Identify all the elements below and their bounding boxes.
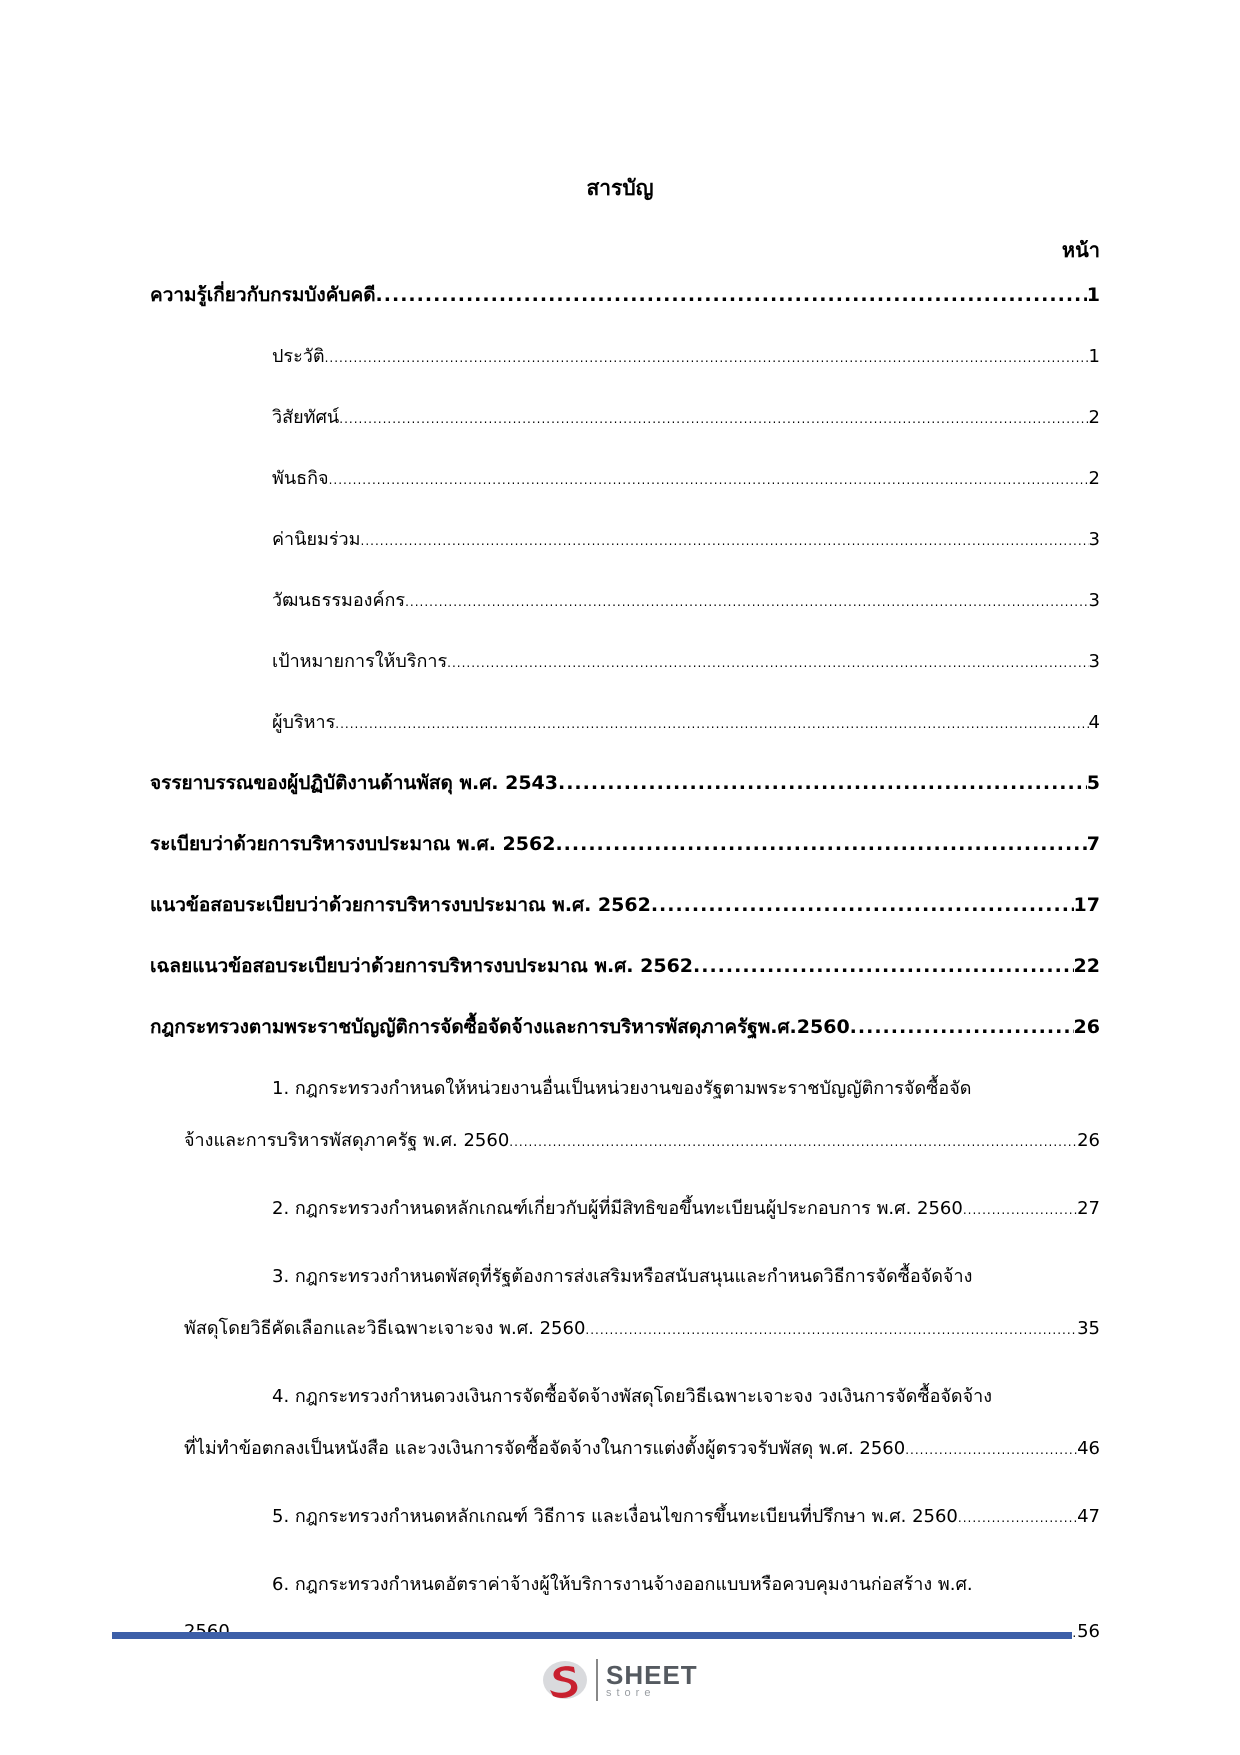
toc-subentry[interactable] [150, 646, 1100, 707]
dot-leader [693, 955, 1074, 977]
toc-title: สารบัญ [586, 176, 654, 200]
logo-subtext: store [606, 1686, 656, 1699]
toc-law-line2: ที่ไม่ทำข้อตกลงเป็นหนังสือ และวงเงินการจัดซื้อจัดจ้างในการแต่งตั้งผู้ตรวจรับพัสดุ พ.ศ. 2560 [184, 1438, 906, 1459]
dot-leader [850, 1016, 1074, 1038]
dot-leader [405, 595, 1088, 609]
toc-law-line1: 4. กฎกระทรวงกำหนดวงเงินการจัดซื้อจัดจ้างพัสดุโดยวิธีเฉพาะเจาะจง วงเงินการจัดซื้อจัดจ้าง [272, 1386, 993, 1407]
toc-entry-page: 1 [1086, 284, 1100, 306]
toc-law-line2: พัสดุโดยวิธีคัดเลือกและวิธีเฉพาะเจาะจง พ.ศ. 2560 [184, 1318, 586, 1339]
toc-entry-title: ผู้บริหาร [272, 712, 336, 733]
toc-entry-page: 22 [1073, 955, 1100, 977]
toc-entry-page: 4 [1088, 712, 1100, 733]
dot-leader [325, 351, 1089, 365]
sheet-store-logo-icon [540, 1656, 590, 1704]
toc-entry-title: ความรู้เกี่ยวกับกรมบังคับคดี [150, 284, 376, 306]
dot-leader [651, 894, 1074, 916]
toc-law-entry-2[interactable] [150, 1193, 1100, 1261]
toc-entry-page: 35 [1077, 1318, 1100, 1339]
logo-separator [596, 1659, 598, 1701]
toc-subentry[interactable] [150, 463, 1100, 524]
toc-entry-section-6[interactable] [150, 1012, 1100, 1073]
toc-law-line1: 3. กฎกระทรวงกำหนดพัสดุที่รัฐต้องการส่งเสริมหรือสนับสนุนและกำหนดวิธีการจัดซื้อจัดจ้าง [272, 1266, 973, 1287]
table-of-contents [150, 280, 1100, 1689]
toc-entry-title: จรรยาบรรณของผู้ปฏิบัติงานด้านพัสดุ พ.ศ. 2543 [150, 772, 558, 794]
toc-entry-page: 3 [1088, 590, 1100, 611]
toc-entry-title: ประวัติ [272, 346, 325, 367]
toc-entry-page: 26 [1077, 1130, 1100, 1151]
toc-entry-title: เฉลยแนวข้อสอบระเบียบว่าด้วยการบริหารงบประมาณ พ.ศ. 2562 [150, 955, 694, 977]
toc-entry-page: 3 [1088, 529, 1100, 550]
toc-law-line1: 6. กฎกระทรวงกำหนดอัตราค่าจ้างผู้ให้บริการงานจ้างออกแบบหรือควบคุมงานก่อสร้าง พ.ศ. [272, 1574, 973, 1595]
toc-law-entry-5[interactable] [150, 1501, 1100, 1569]
dot-leader [376, 284, 1087, 306]
toc-subentry[interactable] [150, 707, 1100, 768]
toc-entry-title: เป้าหมายการให้บริการ [272, 651, 448, 672]
toc-subentry[interactable] [150, 524, 1100, 585]
toc-entry-page: 46 [1077, 1438, 1100, 1459]
toc-entry-page: 17 [1073, 894, 1100, 916]
dot-leader [329, 473, 1089, 487]
toc-law-entry-1[interactable] [150, 1073, 1100, 1193]
toc-subentry[interactable] [150, 402, 1100, 463]
toc-entry-title: ค่านิยมร่วม [272, 529, 361, 550]
toc-entry-page: 2 [1088, 468, 1100, 489]
toc-law-line2: จ้างและการบริหารพัสดุภาครัฐ พ.ศ. 2560 [184, 1130, 510, 1151]
dot-leader [905, 1443, 1077, 1457]
toc-law-line1: 5. กฎกระทรวงกำหนดหลักเกณฑ์ วิธีการ และเงื่อนไขการขึ้นทะเบียนที่ปรึกษา พ.ศ. 2560 [272, 1506, 958, 1527]
dot-leader [963, 1203, 1077, 1217]
dot-leader [585, 1323, 1077, 1337]
toc-entry-title: แนวข้อสอบระเบียบว่าด้วยการบริหารงบประมาณ พ.ศ. 2562 [150, 894, 651, 916]
toc-entry-section-5[interactable] [150, 951, 1100, 1012]
dot-leader [447, 656, 1088, 670]
toc-entry-title: กฎกระทรวงตามพระราชบัญญัติการจัดซื้อจัดจ้างและการบริหารพัสดุภาครัฐพ.ศ.2560 [150, 1016, 850, 1038]
toc-entry-title: วิสัยทัศน์ [272, 407, 340, 428]
toc-law-line1: 2. กฎกระทรวงกำหนดหลักเกณฑ์เกี่ยวกับผู้ที่มีสิทธิขอขึ้นทะเบียนผู้ประกอบการ พ.ศ. 2560 [272, 1198, 963, 1219]
toc-entry-page: 47 [1077, 1506, 1100, 1527]
footer-divider [112, 1632, 1072, 1639]
sheet-store-logo [540, 1656, 698, 1704]
toc-entry-page: 5 [1086, 772, 1100, 794]
toc-entry-title: วัฒนธรรมองค์กร [272, 590, 406, 611]
dot-leader [339, 412, 1088, 426]
toc-entry-page: 3 [1088, 651, 1100, 672]
toc-entry-section-4[interactable] [150, 890, 1100, 951]
logo-wordmark: SHEET [606, 1659, 698, 1690]
dot-leader [958, 1511, 1077, 1525]
dot-leader [361, 534, 1089, 548]
toc-entry-title: พันธกิจ [272, 468, 329, 489]
dot-leader [555, 833, 1086, 855]
toc-law-entry-4[interactable] [150, 1381, 1100, 1501]
toc-entry-section-2[interactable] [150, 768, 1100, 829]
toc-entry-page: 1 [1088, 346, 1100, 367]
dot-leader [335, 717, 1088, 731]
dot-leader [509, 1135, 1077, 1149]
toc-entry-page: 27 [1077, 1198, 1100, 1219]
toc-entry-section-3[interactable] [150, 829, 1100, 890]
toc-law-line1: 1. กฎกระทรวงกำหนดให้หน่วยงานอื่นเป็นหน่วยงานของรัฐตามพระราชบัญญัติการจัดซื้อจัด [272, 1078, 972, 1099]
toc-entry-page: 26 [1073, 1016, 1100, 1038]
toc-entry-title: ระเบียบว่าด้วยการบริหารงบประมาณ พ.ศ. 2562 [150, 833, 556, 855]
toc-entry-page: 7 [1086, 833, 1100, 855]
toc-subentry[interactable] [150, 341, 1100, 402]
toc-entry-page: 56 [1077, 1621, 1100, 1642]
page-column-header: หน้า [1061, 238, 1100, 262]
toc-law-entry-3[interactable] [150, 1261, 1100, 1381]
toc-subentry[interactable] [150, 585, 1100, 646]
toc-entry-section-1[interactable] [150, 280, 1100, 341]
dot-leader [558, 772, 1087, 794]
toc-entry-page: 2 [1088, 407, 1100, 428]
